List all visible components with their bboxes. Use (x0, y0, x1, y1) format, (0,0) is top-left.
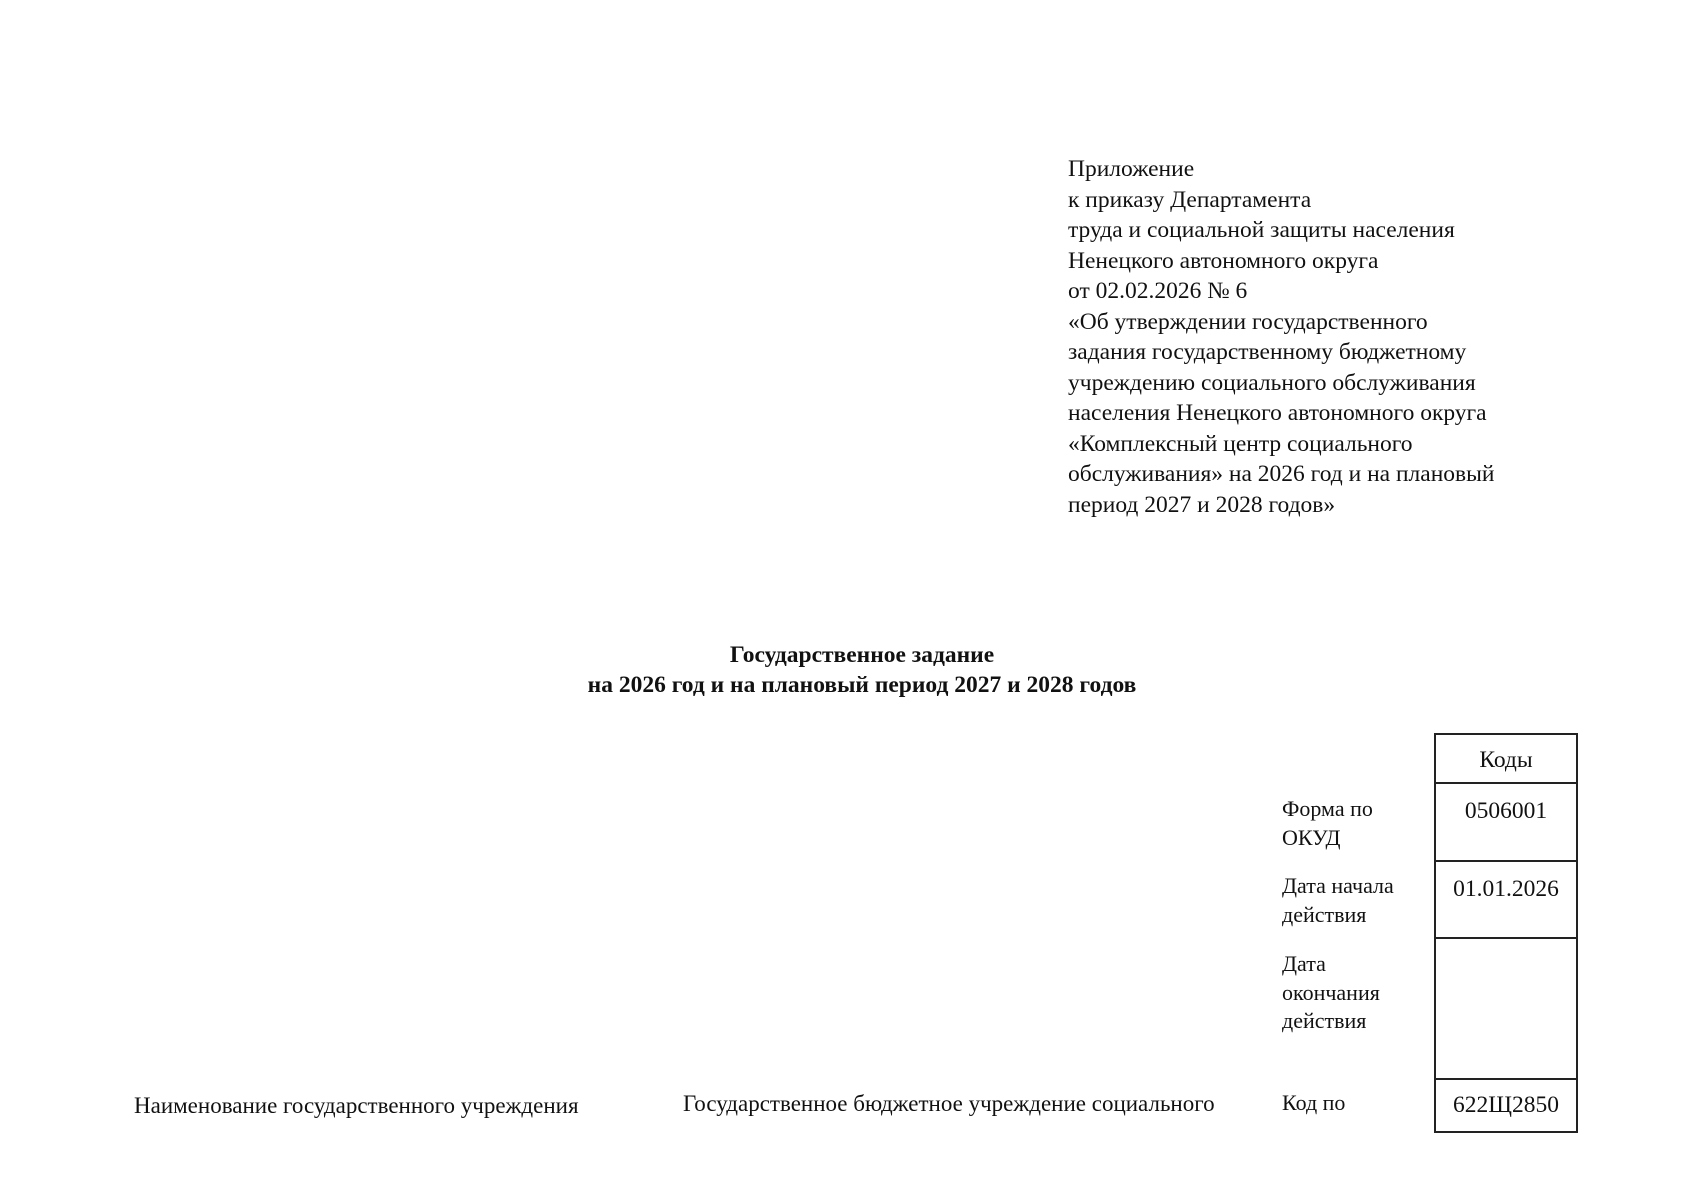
appendix-line: период 2027 и 2028 годов» (1068, 491, 1336, 518)
start-date-cell: 01.01.2026 (1436, 862, 1576, 939)
appendix-line: от 02.02.2026 № 6 (1068, 278, 1248, 304)
institution-code-cell: 622Щ2850 (1453, 1092, 1559, 1118)
okud-label-line: ОКУД (1282, 824, 1341, 850)
end-date-label-line: Дата (1282, 951, 1326, 976)
institution-name-value: Государственное бюджетное учреждение социального (683, 1091, 1215, 1116)
okud-label-line: Форма по (1282, 796, 1373, 821)
okud-code-cell: 0506001 (1436, 784, 1576, 862)
appendix-line: «Об утверждении государственного (1068, 308, 1428, 335)
appendix-line: населения Ненецкого автономного округа (1068, 400, 1487, 426)
institution-name-label: Наименование государственного учреждения (134, 1093, 579, 1118)
start-date-label (1282, 872, 1422, 929)
appendix-line: учреждению социального обслуживания (1068, 369, 1476, 396)
end-date-cell (1436, 939, 1576, 1080)
appendix-line: к приказу Департамента (1068, 186, 1312, 213)
code-label-line: Код по (1282, 1090, 1346, 1115)
appendix-line: «Комплексный центр социального (1068, 430, 1413, 457)
codes-header: Коды (1436, 735, 1576, 784)
end-date-label (1282, 950, 1422, 1036)
okud-label (1282, 795, 1422, 852)
end-date-label-line: действия (1282, 1008, 1367, 1033)
end-date-label-line: окончания (1282, 979, 1380, 1005)
appendix-line: задания государственному бюджетному (1068, 339, 1467, 365)
appendix-line: труда и социальной защиты населения (1068, 217, 1455, 243)
code-label (1282, 1089, 1422, 1118)
document-title: Государственное задание (729, 642, 995, 668)
codes-table (1434, 733, 1578, 1133)
appendix-line: Приложение (1068, 156, 1195, 182)
document-subtitle: на 2026 год и на плановый период 2027 и 2028 годов (587, 672, 1137, 698)
start-date-label-line: действия (1282, 901, 1367, 927)
appendix-block (1068, 154, 1628, 520)
appendix-line: Ненецкого автономного округа (1068, 247, 1379, 274)
start-date-label-line: Дата начала (1282, 873, 1394, 898)
appendix-line: обслуживания» на 2026 год и на плановый (1068, 461, 1495, 487)
